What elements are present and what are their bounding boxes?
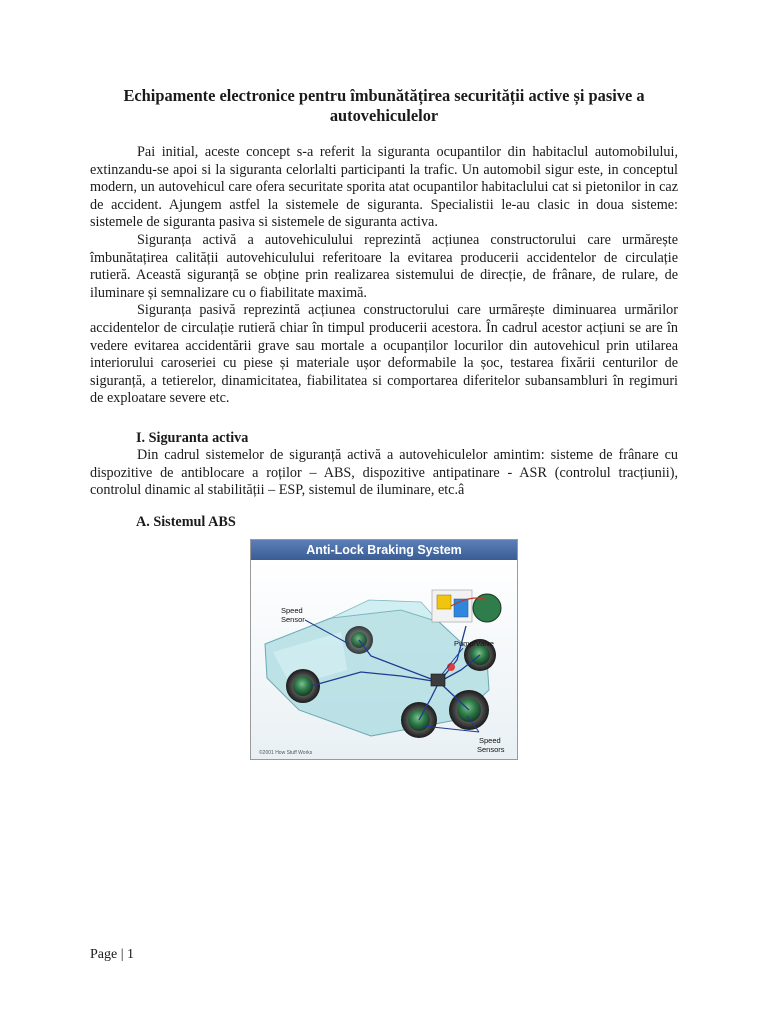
label-speed-sensors-1: Speed [479, 736, 501, 745]
subsection-heading: A. Sistemul ABS [136, 514, 236, 530]
label-speed-sensors-2: Sensors [477, 745, 505, 754]
label-speed-sensor-2: Sensor [281, 615, 305, 624]
abs-figure [250, 539, 518, 760]
figure-banner: Anti-Lock Braking System [251, 540, 517, 560]
paragraph-2: Siguranța activă a autovehiculului reprezintă acțiunea constructorului care urmărește îmbunătațirea calității autovehiculului referitoare la evitarea producerii accidentelor de circulație rutieră. Această siguranță se obține prin realizarea sistemului de direcție, de frânare, de rulare, de iluminare și semnalizare cu o fiabilitate maximă. [90, 231, 678, 301]
section-heading: I. Siguranta activa [136, 430, 249, 446]
paragraph-3: Siguranța pasivă reprezintă acțiunea constructorului care urmărește diminuarea urmărilor accidentelor de circulație rutieră chiar în timpul producerii acestora. În cadrul acestor acțiuni se are în vedere evitarea accidentării grave sau mortale a ocupanților locurilor din autovehicul prin utilarea interiorului caroseriei cu piese și materiale ușor deformabile la șoc, testarea fixării centurilor de siguranță, a tetierelor, dinamicitatea, fiabilitatea si comportarea diferitelor subansambluri în regimuri de exploatare severe etc. [90, 302, 678, 407]
label-speed-sensor-1: Speed [281, 606, 303, 615]
label-pump-valve: Pump/Valve [454, 639, 494, 648]
section-paragraph: Din cadrul sistemelor de siguranță activă a autovehiculelor amintim: sisteme de frânare cu dispozitive de antiblocare a roților – ABS, dispozitive antipatinare - ASR (controlul tracțiunii), controlul dinamic al stabilității – ESP, sistemul de iluminare, etc.â [90, 447, 678, 499]
document-title: Echipamente electronice pentru îmbunătățirea securității active și pasive a autovehiculelor [123, 86, 645, 125]
figure-credit: ©2001 How Stuff Works [259, 750, 313, 756]
pump-valve-module [431, 674, 445, 686]
section-paragraph-block [90, 447, 678, 500]
paragraph-1: Pai initial, aceste concept s-a referit la siguranta ocupantilor din habitaclul automobilului, extinzandu-se apoi si la siguranta celorlalti participanti la trafic. Un automobil sigur este, in conceptul modern, un autovehicul care ofera securitate sporita atat ocupantilor habitaclului cat si pietonilor in caz de accident. Ajungem astfel la sistemele de siguranta. Specialistii le-au clasic in doua sisteme: sistemele de siguranta pasiva si sistemele de siguranta activa. [90, 144, 678, 231]
abs-car-illustration [251, 560, 517, 759]
intro-paragraphs [90, 144, 678, 408]
page-footer: Page | 1 [90, 947, 135, 962]
